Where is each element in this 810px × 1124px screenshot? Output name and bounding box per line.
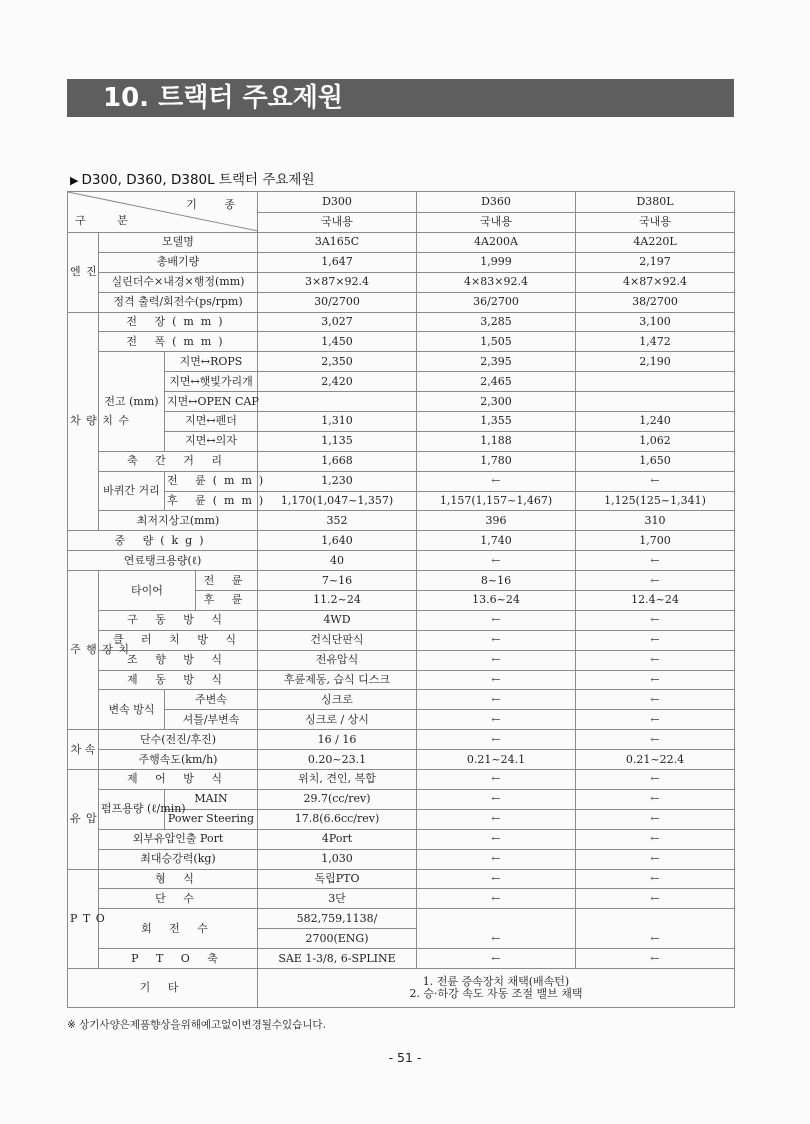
cell: 3단 (258, 889, 417, 909)
group-pump: 펌프용량 (ℓ/min) (99, 789, 165, 829)
etc-notes (258, 968, 735, 1007)
cell: ← (576, 730, 735, 750)
cell: 싱크로 / 상시 (258, 710, 417, 730)
table-row (68, 770, 735, 790)
cell: 1,450 (258, 332, 417, 352)
row-label: 정격 출력/회전수(ps/rpm) (99, 292, 258, 312)
cell: ← (417, 869, 576, 889)
row-label: 구 동 방 식 (99, 610, 258, 630)
cell (576, 392, 735, 412)
cell: ← (576, 869, 735, 889)
model-header: D360 (417, 192, 576, 213)
row-label: 지면↔펜더 (165, 412, 258, 432)
row-label: 셔틀/부변속 (165, 710, 258, 730)
corner-label-category: 구 분 (75, 214, 142, 227)
cell: 1,188 (417, 431, 576, 451)
cell: 12.4~24 (576, 591, 735, 611)
row-label: 최저지상고(mm) (99, 511, 258, 531)
table-row (68, 471, 735, 491)
cell: ← (417, 770, 576, 790)
row-label: MAIN (165, 789, 258, 809)
cell: 582,759,1138/ (258, 909, 417, 929)
row-label: 전 륜(mm) (165, 471, 258, 491)
cell: 싱크로 (258, 690, 417, 710)
cell: 3,285 (417, 312, 576, 332)
group-pto: P T O (68, 869, 99, 968)
spec-table (67, 191, 735, 1008)
row-label: 형 식 (99, 869, 258, 889)
cell: 후륜제동, 습식 디스크 (258, 670, 417, 690)
footnote: ※ 상기사양은제품향상을위해예고없이변경될수있습니다. (67, 1019, 326, 1031)
table-row (68, 531, 735, 551)
cell: ← (417, 949, 576, 969)
cell: 2,197 (576, 252, 735, 272)
cell: 1,125(125~1,341) (576, 491, 735, 511)
cell: 4×83×92.4 (417, 272, 576, 292)
cell: ← (576, 909, 735, 949)
table-row (68, 372, 735, 392)
cell: 1,030 (258, 849, 417, 869)
row-label: 축 간 거 리 (99, 451, 258, 471)
table-row (68, 829, 735, 849)
cell: 40 (258, 551, 417, 571)
cell: 위치, 견인, 복합 (258, 770, 417, 790)
cell: ← (417, 650, 576, 670)
cell: 4WD (258, 610, 417, 630)
group-engine: 엔 진 (68, 233, 99, 313)
table-row (68, 869, 735, 889)
corner-label-model: 기 종 (186, 198, 247, 211)
row-label: Power Steering (165, 809, 258, 829)
table-row (68, 451, 735, 471)
cell: 3×87×92.4 (258, 272, 417, 292)
table-row (68, 233, 735, 253)
table-row (68, 431, 735, 451)
row-label: 지면↔의자 (165, 431, 258, 451)
etc-line: 2. 승·하강 속도 자동 조절 밸브 채택 (409, 986, 583, 1000)
group-vehicle: 차 량 치 수 (68, 312, 99, 531)
cell: 38/2700 (576, 292, 735, 312)
cell: ← (417, 471, 576, 491)
cell: 2700(ENG) (258, 929, 417, 949)
row-label: 조 향 방 식 (99, 650, 258, 670)
cell: ← (417, 551, 576, 571)
cell: 건식단판식 (258, 630, 417, 650)
cell: 352 (258, 511, 417, 531)
cell: ← (576, 571, 735, 591)
table-row (68, 312, 735, 332)
cell: 1,062 (576, 431, 735, 451)
table-row (68, 252, 735, 272)
cell: ← (417, 829, 576, 849)
table-subtitle (70, 168, 315, 188)
etc-line: 1. 전륜 증속장치 채택(배속턴) (422, 974, 570, 988)
cell: 4×87×92.4 (576, 272, 735, 292)
row-label: 단수(전진/후진) (99, 730, 258, 750)
group-tire: 타이어 (99, 571, 196, 611)
origin-header: 국내용 (258, 212, 417, 233)
cell: 13.6~24 (417, 591, 576, 611)
group-wheelbase: 바퀴간 거리 (99, 471, 165, 511)
cell: 4Port (258, 829, 417, 849)
group-speed: 차 속 (68, 730, 99, 770)
table-row (68, 949, 735, 969)
group-etc: 기 타 (68, 968, 258, 1007)
cell: 1,505 (417, 332, 576, 352)
cell: 30/2700 (258, 292, 417, 312)
subtitle-text: D300, D360, D380L 트랙터 주요제원 (81, 172, 315, 188)
row-label: 단 수 (99, 889, 258, 909)
cell: 16 / 16 (258, 730, 417, 750)
table-row (68, 650, 735, 670)
cell: 1,700 (576, 531, 735, 551)
cell: 396 (417, 511, 576, 531)
row-label: 제 동 방 식 (99, 670, 258, 690)
cell: 36/2700 (417, 292, 576, 312)
table-row (68, 332, 735, 352)
origin-header: 국내용 (417, 212, 576, 233)
cell: ← (576, 610, 735, 630)
origin-header: 국내용 (576, 212, 735, 233)
row-label: 전 폭(mm) (99, 332, 258, 352)
cell: 2,420 (258, 372, 417, 392)
section-title-banner (67, 79, 734, 117)
cell: 3,027 (258, 312, 417, 332)
cell: ← (576, 770, 735, 790)
cell: 8~16 (417, 571, 576, 591)
cell: 1,310 (258, 412, 417, 432)
cell (576, 372, 735, 392)
cell: ← (576, 471, 735, 491)
cell: 1,135 (258, 431, 417, 451)
table-row (68, 730, 735, 750)
cell: ← (576, 789, 735, 809)
cell: 1,999 (417, 252, 576, 272)
group-drive: 주 행 장 치 (68, 571, 99, 730)
row-label: P T O 축 (99, 949, 258, 969)
cell: ← (417, 710, 576, 730)
row-label: 총배기량 (99, 252, 258, 272)
header-corner (68, 192, 258, 233)
cell: 1,230 (258, 471, 417, 491)
cell: 3,100 (576, 312, 735, 332)
row-label: 중 량(kg) (68, 531, 258, 551)
row-label: 주행속도(km/h) (99, 750, 258, 770)
cell: 1,157(1,157~1,467) (417, 491, 576, 511)
cell: ← (576, 809, 735, 829)
table-row (68, 750, 735, 770)
table-row (68, 571, 735, 591)
cell: ← (576, 670, 735, 690)
table-row (68, 849, 735, 869)
cell: 1,780 (417, 451, 576, 471)
cell (258, 392, 417, 412)
cell: 4A220L (576, 233, 735, 253)
cell: 7~16 (258, 571, 417, 591)
cell: 1,650 (576, 451, 735, 471)
cell: ← (576, 849, 735, 869)
row-label: 후 륜(mm) (165, 491, 258, 511)
table-row (68, 551, 735, 571)
table-row (68, 670, 735, 690)
table-row (68, 690, 735, 710)
cell: ← (417, 849, 576, 869)
model-header: D380L (576, 192, 735, 213)
cell: ← (576, 949, 735, 969)
cell: 29.7(cc/rev) (258, 789, 417, 809)
row-label: 지면↔OPEN CAP (165, 392, 258, 412)
cell: ← (417, 630, 576, 650)
row-label: 주변속 (165, 690, 258, 710)
cell: 1,472 (576, 332, 735, 352)
cell: 1,740 (417, 531, 576, 551)
group-hydraulic: 유 압 (68, 770, 99, 869)
cell: ← (417, 809, 576, 829)
table-row (68, 610, 735, 630)
cell: 0.21~22.4 (576, 750, 735, 770)
cell: 2,190 (576, 352, 735, 372)
table-row (68, 889, 735, 909)
table-row (68, 789, 735, 809)
group-height: 전고 (mm) (99, 352, 165, 451)
row-label: 전 장(mm) (99, 312, 258, 332)
row-label: 실린더수×내경×행정(mm) (99, 272, 258, 292)
cell: 전유압식 (258, 650, 417, 670)
header-row-models (68, 192, 735, 213)
cell: 0.20~23.1 (258, 750, 417, 770)
cell: 2,350 (258, 352, 417, 372)
model-header: D300 (258, 192, 417, 213)
cell: ← (417, 889, 576, 909)
group-shift: 변속 방식 (99, 690, 165, 730)
table-row (68, 909, 735, 929)
row-label: 최대승강력(kg) (99, 849, 258, 869)
cell: ← (576, 650, 735, 670)
table-row (68, 630, 735, 650)
cell: ← (417, 789, 576, 809)
cell: 2,465 (417, 372, 576, 392)
row-label: 클 러 치 방 식 (99, 630, 258, 650)
cell: 11.2~24 (258, 591, 417, 611)
cell: 310 (576, 511, 735, 531)
table-row (68, 292, 735, 312)
table-row (68, 392, 735, 412)
cell: 1,668 (258, 451, 417, 471)
row-label: 후 륜 (196, 591, 258, 611)
row-label: 지면↔ROPS (165, 352, 258, 372)
cell: 4A200A (417, 233, 576, 253)
row-label: 회 전 수 (99, 909, 258, 949)
table-row (68, 272, 735, 292)
triangle-bullet-icon: ▶ (70, 174, 79, 187)
cell: 1,355 (417, 412, 576, 432)
cell: ← (417, 610, 576, 630)
row-label: 전 륜 (196, 571, 258, 591)
table-row (68, 352, 735, 372)
table-row (68, 809, 735, 829)
row-label: 외부유압인출 Port (99, 829, 258, 849)
cell: 독립PTO (258, 869, 417, 889)
row-label: 연료탱크용량(ℓ) (68, 551, 258, 571)
cell: ← (576, 690, 735, 710)
section-title: 10. 트랙터 주요제원 (103, 83, 343, 113)
cell: 1,240 (576, 412, 735, 432)
table-row (68, 412, 735, 432)
cell: 0.21~24.1 (417, 750, 576, 770)
cell: 3A165C (258, 233, 417, 253)
cell: 2,300 (417, 392, 576, 412)
cell: ← (576, 889, 735, 909)
cell: ← (576, 630, 735, 650)
cell: ← (576, 829, 735, 849)
cell: ← (576, 551, 735, 571)
row-label: 제 어 방 식 (99, 770, 258, 790)
row-label: 모델명 (99, 233, 258, 253)
table-row (68, 968, 735, 1007)
cell: 1,170(1,047~1,357) (258, 491, 417, 511)
cell: 1,647 (258, 252, 417, 272)
cell: ← (417, 670, 576, 690)
cell: SAE 1-3/8, 6-SPLINE (258, 949, 417, 969)
page-number: - 51 - (388, 1050, 422, 1065)
cell: 17.8(6.6cc/rev) (258, 809, 417, 829)
table-row (68, 511, 735, 531)
table-row (68, 491, 735, 511)
row-label: 지면↔햇빛가리개 (165, 372, 258, 392)
cell: ← (417, 909, 576, 949)
cell: 1,640 (258, 531, 417, 551)
cell: ← (417, 690, 576, 710)
cell: ← (417, 730, 576, 750)
table-row (68, 710, 735, 730)
cell: ← (576, 710, 735, 730)
cell: 2,395 (417, 352, 576, 372)
